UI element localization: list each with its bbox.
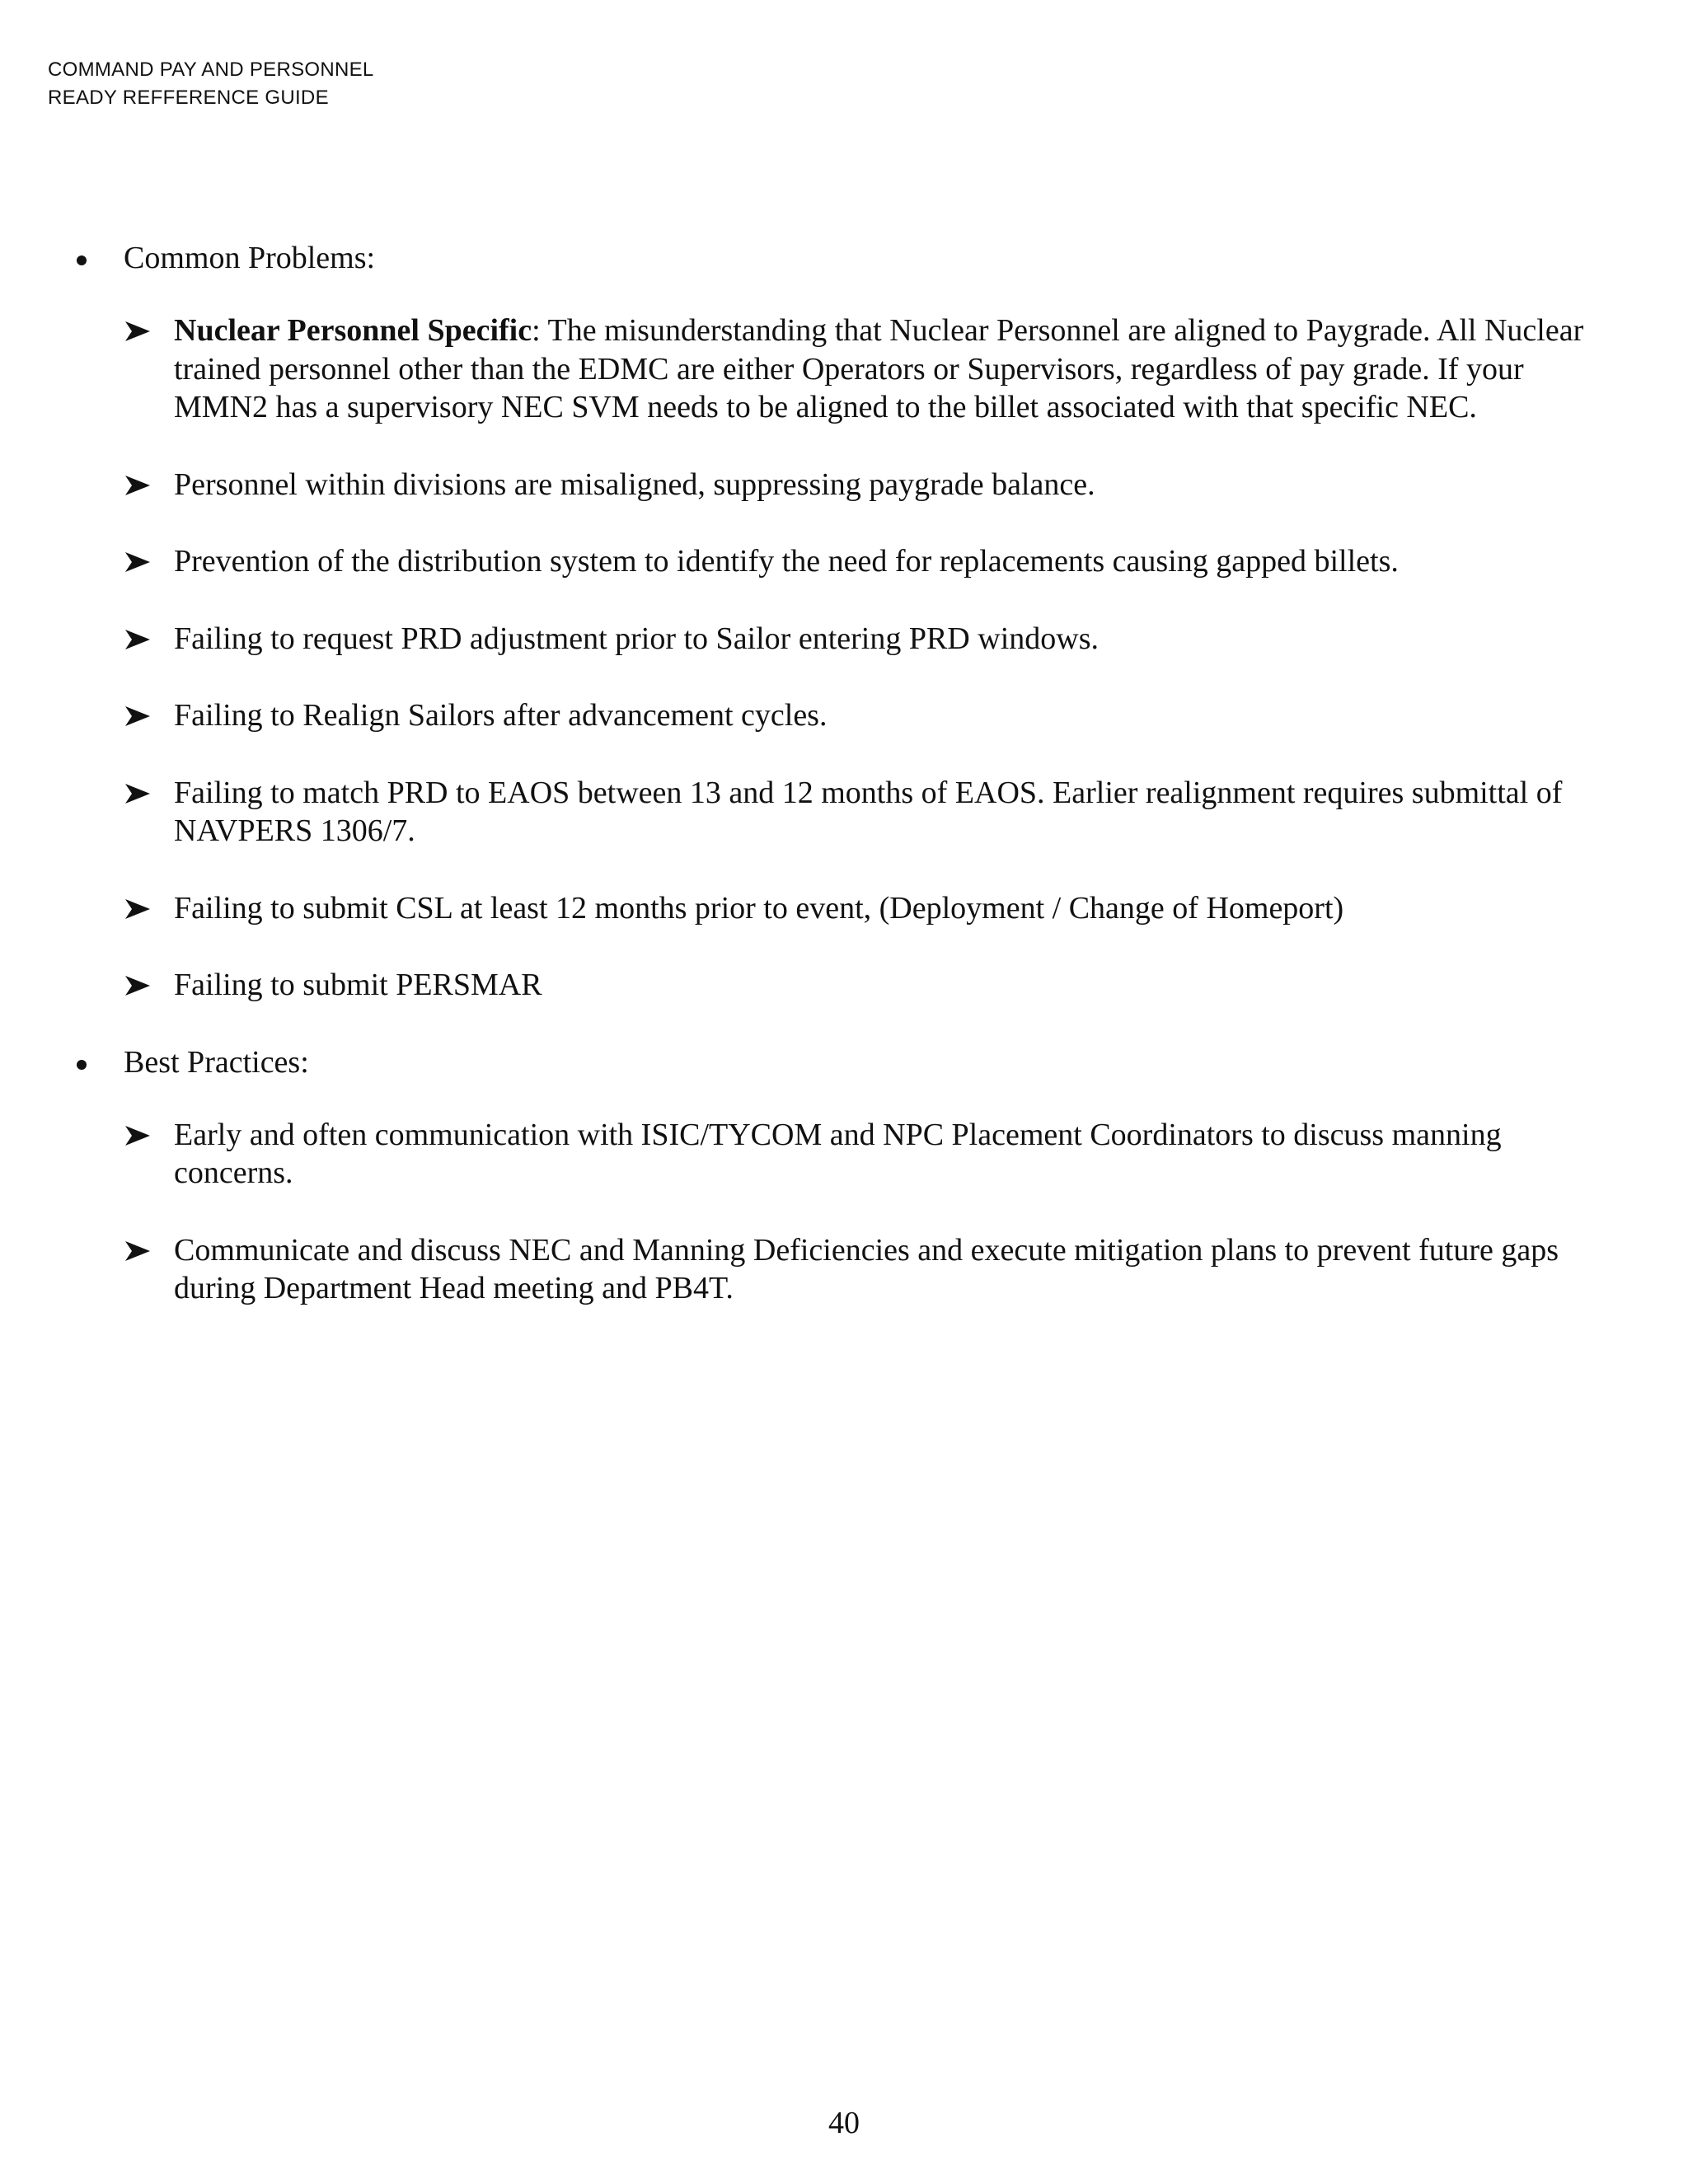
item-text: Personnel within divisions are misaligned, suppressing paygrade balance. — [174, 466, 1095, 502]
list-item — [0, 696, 1688, 735]
list-item — [0, 774, 1688, 851]
arrowhead-bullet-icon — [124, 975, 152, 996]
item-text: Early and often communication with ISIC/TYCOM and NPC Placement Coordinators to discuss manning concerns. — [174, 1117, 1502, 1190]
running-header — [48, 56, 374, 112]
list-item — [0, 1116, 1688, 1193]
list-item — [0, 620, 1688, 658]
document-body — [0, 239, 1688, 1347]
header-line-1: COMMAND PAY AND PERSONNEL — [48, 59, 374, 81]
list-item — [0, 466, 1688, 504]
section-title: Best Practices: — [124, 1044, 309, 1080]
item-text: Failing to Realign Sailors after advancement cycles. — [174, 698, 828, 733]
bullet-dot-icon — [77, 1060, 87, 1070]
header-line-2: READY REFFERENCE GUIDE — [48, 87, 329, 109]
arrowhead-bullet-icon — [124, 1240, 152, 1262]
item-list — [0, 312, 1688, 1005]
item-lead: Nuclear Personnel Specific — [174, 313, 532, 348]
arrowhead-bullet-icon — [124, 475, 152, 496]
item-text: Failing to match PRD to EAOS between 13 and 12 months of EAOS. Earlier realignment requires submittal of NAVPERS 1306/7. — [174, 775, 1563, 848]
arrowhead-bullet-icon — [124, 1125, 152, 1146]
list-item — [0, 966, 1688, 1005]
item-text: Failing to request PRD adjustment prior to Sailor entering PRD windows. — [174, 621, 1099, 656]
page-number: 40 — [828, 2106, 860, 2140]
arrowhead-bullet-icon — [124, 321, 152, 342]
bullet-dot-icon — [77, 255, 87, 265]
item-text: Communicate and discuss NEC and Manning Deficiencies and execute mitigation plans to prevent future gaps during Department Head meeting and PB4T. — [174, 1232, 1559, 1305]
item-text: : The misunderstanding that Nuclear Personnel are aligned to Paygrade. All Nuclear trained personnel other than the EDMC are either Operators or Supervisors, regardless of pay grade. If your MMN2 has a supervisory NEC SVM needs to be aligned to the billet associated with that specific NEC. — [174, 313, 1584, 424]
section-title: Common Problems: — [124, 241, 376, 275]
list-item — [0, 542, 1688, 581]
section-best-practices — [0, 1043, 1688, 1308]
list-item — [0, 889, 1688, 928]
list-item — [0, 1231, 1688, 1308]
arrowhead-bullet-icon — [124, 629, 152, 650]
section-heading — [0, 1043, 1688, 1083]
arrowhead-bullet-icon — [124, 705, 152, 727]
section-common-problems — [0, 239, 1688, 1005]
list-item — [0, 312, 1688, 427]
item-text: Prevention of the distribution system to identify the need for replacements causing gapped billets. — [174, 544, 1399, 579]
arrowhead-bullet-icon — [124, 898, 152, 920]
item-text: Failing to submit PERSMAR — [174, 968, 542, 1002]
arrowhead-bullet-icon — [124, 551, 152, 573]
arrowhead-bullet-icon — [124, 783, 152, 804]
section-heading — [0, 239, 1688, 279]
item-text: Failing to submit CSL at least 12 months prior to event, (Deployment / Change of Homeport) — [174, 890, 1344, 926]
item-list — [0, 1116, 1688, 1308]
